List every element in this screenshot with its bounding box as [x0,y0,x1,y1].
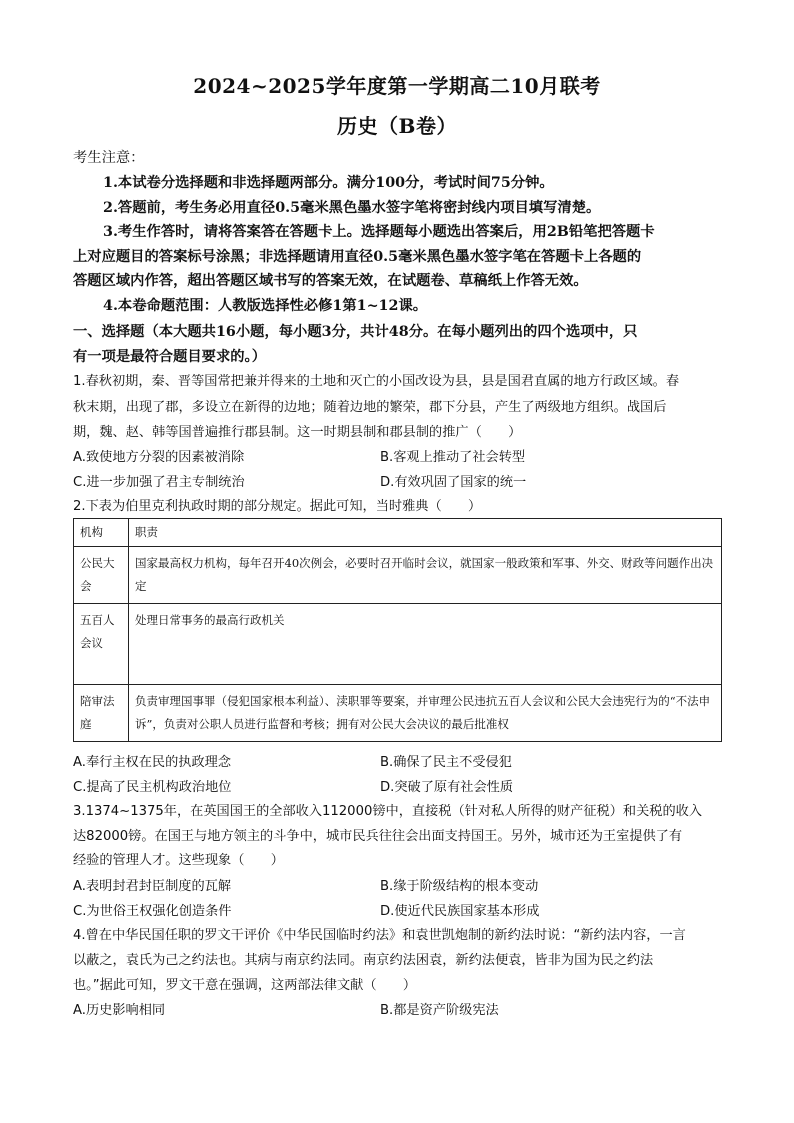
notice-item-3-line-1: 3.考生作答时，请将答案答在答题卡上。选择题每小题选出答案后，用2B铅笔把答题卡 [103,224,655,240]
q1-option-d: D.有效巩固了国家的统一 [380,475,527,490]
q3-stem-line-2: 达82000镑。在国王与地方领主的斗争中，城市民兵往往会出面支持国王。另外，城市还为王室提供了有 [73,829,683,844]
exam-title: 2024~2025学年度第一学期高二10月联考 [193,74,601,98]
q2-table [73,518,722,742]
notice-item-3-line-3: 答题区域内作答，超出答题区域书写的答案无效，在试题卷、草稿纸上作答无效。 [73,273,588,289]
q2-option-b: B.确保了民主不受侵犯 [380,755,512,770]
q3-option-a: A.表明封君封臣制度的瓦解 [73,879,232,894]
q4-stem-line-2: 以蔽之，袁氏为己之约法也。其病与南京约法同。南京约法困袁，新约法便袁，皆非为国为民之约法 [73,953,654,968]
q2-option-d: D.突破了原有社会性质 [380,780,514,795]
exam-subtitle: 历史（B卷） [337,114,457,138]
section-heading-line-1: 一、选择题（本大题共16小题，每小题3分，共计48分。在每小题列出的四个选项中，只 [73,324,638,340]
table-cell-duty: 处理日常事务的最高行政机关 [129,604,722,685]
q2-stem: 2.下表为伯里克利执政时期的部分规定。据此可知，当时雅典（ ） [73,499,482,514]
table-header-org: 机构 [74,519,129,547]
table-cell-org: 公民大会 [74,547,129,604]
q4-stem-line-1: 4.曾在中华民国任职的罗文干评价《中华民国临时约法》和袁世凯炮制的新约法时说：“新约法内容，一言 [73,928,686,943]
q3-stem-line-1: 3.1374~1375年，在英国国王的全部收入112000镑中，直接税（针对私人所得的财产征税）和关税的收入 [73,804,703,819]
table-row [74,604,722,685]
q1-stem-line-2: 秋末期，出现了郡，多设立在新得的边地；随着边地的繁荣，郡下分县，产生了两级地方组织。战国后 [73,400,667,415]
table-header-row [74,519,722,547]
table-row [74,547,722,604]
table-cell-duty: 国家最高权力机构，每年召开40次例会，必要时召开临时会议，就国家一般政策和军事、外交、财政等问题作出决定 [129,547,722,604]
q1-option-a: A.致使地方分裂的因素被消除 [73,450,245,465]
table-header-duty: 职责 [129,519,722,547]
notice-item-3-line-2: 上对应题目的答案标号涂黑；非选择题请用直径0.5毫米黑色墨水签字笔在答题卡上各题的 [73,249,642,265]
table-cell-org: 五百人会议 [74,604,129,685]
table-row [74,685,722,742]
q3-stem-line-3: 经验的管理人才。这些现象（ ） [73,853,284,868]
q1-stem-line-1: 1.春秋初期，秦、晋等国常把兼并得来的土地和灭亡的小国改设为县，县是国君直属的地方行政区域。春 [73,374,680,389]
q4-option-a: A.历史影响相同 [73,1003,166,1018]
q4-option-b: B.都是资产阶级宪法 [380,1003,499,1018]
notice-item-2: 2.答题前，考生务必用直径0.5毫米黑色墨水签字笔将密封线内项目填写清楚。 [103,200,601,216]
q2-option-a: A.奉行主权在民的执政理念 [73,755,232,770]
q2-option-c: C.提高了民主机构政治地位 [73,780,232,795]
notice-item-4: 4.本卷命题范围：人教版选择性必修1第1~12课。 [103,298,428,314]
q1-stem-line-3: 期，魏、赵、韩等国普遍推行郡县制。这一时期县制和郡县制的推广（ ） [73,425,522,440]
q4-stem-line-3: 也。”据此可知，罗文干意在强调，这两部法律文献（ ） [73,978,417,993]
notice-heading: 考生注意： [73,150,145,166]
q3-option-d: D.使近代民族国家基本形成 [380,904,540,919]
table-cell-org: 陪审法庭 [74,685,129,742]
notice-item-1: 1.本试卷分选择题和非选择题两部分。满分100分，考试时间75分钟。 [103,175,554,191]
q1-option-b: B.客观上推动了社会转型 [380,450,526,465]
q3-option-b: B.缘于阶级结构的根本变动 [380,879,539,894]
section-heading-line-2: 有一项是最符合题目要求的。） [73,349,267,365]
q3-option-c: C.为世俗王权强化创造条件 [73,904,232,919]
table-cell-duty: 负责审理国事罪（侵犯国家根本利益）、渎职罪等要案，并审理公民违抗五百人会议和公民大会违宪行为的“不法申诉”，负责对公职人员进行监督和考核；拥有对公民大会决议的最后批准权 [129,685,722,742]
q1-option-c: C.进一步加强了君主专制统治 [73,475,245,490]
